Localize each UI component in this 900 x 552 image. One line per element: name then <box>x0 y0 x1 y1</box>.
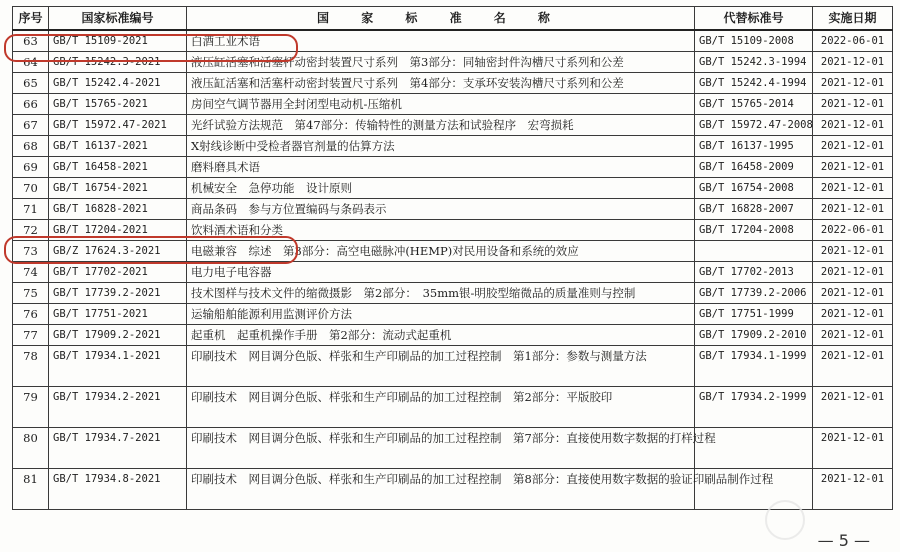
table-row <box>13 346 893 387</box>
cell-name: 电力电子电容器 <box>187 262 695 283</box>
cell-code: GB/T 15109-2021 <box>49 30 187 52</box>
cell-replaced: GB/T 17204-2008 <box>695 220 813 241</box>
cell-no: 68 <box>13 136 49 157</box>
table-row <box>13 178 893 199</box>
cell-date: 2021-12-01 <box>813 73 893 94</box>
cell-no: 80 <box>13 428 49 469</box>
cell-date: 2021-12-01 <box>813 469 893 510</box>
cell-code: GB/T 17934.1-2021 <box>49 346 187 387</box>
cell-name: 印刷技术 网目调分色版、样张和生产印刷品的加工过程控制 第1部分：参数与测量方法 <box>187 346 695 387</box>
cell-replaced <box>695 241 813 262</box>
cell-date: 2021-12-01 <box>813 136 893 157</box>
cell-no: 70 <box>13 178 49 199</box>
cell-name: 印刷技术 网目调分色版、样张和生产印刷品的加工过程控制 第2部分：平版胶印 <box>187 387 695 428</box>
cell-code: GB/T 15972.47-2021 <box>49 115 187 136</box>
cell-no: 79 <box>13 387 49 428</box>
cell-code: GB/Z 17624.3-2021 <box>49 241 187 262</box>
cell-name: 液压缸活塞和活塞杆动密封装置尺寸系列 第4部分：支承环安装沟槽尺寸系列和公差 <box>187 73 695 94</box>
cell-code: GB/T 17751-2021 <box>49 304 187 325</box>
cell-name: 印刷技术 网目调分色版、样张和生产印刷品的加工过程控制 第8部分：直接使用数字数据的验证印刷品制作过程 <box>187 469 695 510</box>
cell-code: GB/T 17934.7-2021 <box>49 428 187 469</box>
cell-date: 2021-12-01 <box>813 325 893 346</box>
table-row <box>13 304 893 325</box>
cell-code: GB/T 17739.2-2021 <box>49 283 187 304</box>
cell-date: 2021-12-01 <box>813 262 893 283</box>
cell-date: 2021-12-01 <box>813 283 893 304</box>
cell-name: 技术图样与技术文件的缩微摄影 第2部分： 35mm银-明胶型缩微品的质量准则与控制 <box>187 283 695 304</box>
cell-code: GB/T 16754-2021 <box>49 178 187 199</box>
table-row <box>13 262 893 283</box>
cell-no: 77 <box>13 325 49 346</box>
cell-replaced: GB/T 16828-2007 <box>695 199 813 220</box>
cell-code: GB/T 17934.8-2021 <box>49 469 187 510</box>
watermark-logo <box>765 500 805 540</box>
cell-no: 81 <box>13 469 49 510</box>
cell-no: 66 <box>13 94 49 115</box>
cell-name: 磨料磨具术语 <box>187 157 695 178</box>
cell-no: 76 <box>13 304 49 325</box>
cell-code: GB/T 16828-2021 <box>49 199 187 220</box>
cell-date: 2021-12-01 <box>813 52 893 73</box>
header-no: 序号 <box>13 7 49 31</box>
cell-no: 67 <box>13 115 49 136</box>
cell-replaced: GB/T 16458-2009 <box>695 157 813 178</box>
table-row <box>13 469 893 510</box>
header-code: 国家标准编号 <box>49 7 187 31</box>
cell-code: GB/T 15765-2021 <box>49 94 187 115</box>
table-row <box>13 30 893 52</box>
cell-no: 74 <box>13 262 49 283</box>
cell-no: 71 <box>13 199 49 220</box>
table-row <box>13 136 893 157</box>
table-row <box>13 220 893 241</box>
cell-replaced: GB/T 17909.2-2010 <box>695 325 813 346</box>
cell-name: 液压缸活塞和活塞杆动密封装置尺寸系列 第3部分：同轴密封件沟槽尺寸系列和公差 <box>187 52 695 73</box>
cell-name: 饮料酒术语和分类 <box>187 220 695 241</box>
cell-name: 光纤试验方法规范 第47部分：传输特性的测量方法和试验程序 宏弯损耗 <box>187 115 695 136</box>
cell-replaced: GB/T 15242.3-1994 <box>695 52 813 73</box>
cell-date: 2021-12-01 <box>813 178 893 199</box>
cell-name: 房间空气调节器用全封闭型电动机-压缩机 <box>187 94 695 115</box>
cell-name: 印刷技术 网目调分色版、样张和生产印刷品的加工过程控制 第7部分：直接使用数字数据的打样过程 <box>187 428 695 469</box>
table-header-row <box>13 7 893 31</box>
cell-date: 2021-12-01 <box>813 241 893 262</box>
cell-no: 72 <box>13 220 49 241</box>
cell-date: 2022-06-01 <box>813 220 893 241</box>
document-page <box>12 6 892 510</box>
table-row <box>13 157 893 178</box>
cell-date: 2021-12-01 <box>813 94 893 115</box>
table-row <box>13 325 893 346</box>
table-row <box>13 115 893 136</box>
cell-code: GB/T 16137-2021 <box>49 136 187 157</box>
header-name: 国 家 标 准 名 称 <box>187 7 695 31</box>
cell-name: 商品条码 参与方位置编码与条码表示 <box>187 199 695 220</box>
cell-code: GB/T 15242.4-2021 <box>49 73 187 94</box>
cell-no: 75 <box>13 283 49 304</box>
cell-no: 63 <box>13 30 49 52</box>
table-row <box>13 241 893 262</box>
cell-replaced: GB/T 15109-2008 <box>695 30 813 52</box>
table-row <box>13 283 893 304</box>
cell-code: GB/T 17909.2-2021 <box>49 325 187 346</box>
cell-replaced: GB/T 17934.1-1999 <box>695 346 813 387</box>
cell-name: 白酒工业术语 <box>187 30 695 52</box>
cell-code: GB/T 17934.2-2021 <box>49 387 187 428</box>
cell-replaced: GB/T 15972.47-2008 <box>695 115 813 136</box>
table-row <box>13 428 893 469</box>
cell-replaced: GB/T 17702-2013 <box>695 262 813 283</box>
cell-date: 2021-12-01 <box>813 115 893 136</box>
cell-code: GB/T 17204-2021 <box>49 220 187 241</box>
cell-no: 69 <box>13 157 49 178</box>
cell-date: 2021-12-01 <box>813 157 893 178</box>
cell-replaced: GB/T 16754-2008 <box>695 178 813 199</box>
cell-name: 电磁兼容 综述 第3部分：高空电磁脉冲(HEMP)对民用设备和系统的效应 <box>187 241 695 262</box>
header-replaced: 代替标准号 <box>695 7 813 31</box>
page-number: — 5 — <box>817 531 870 550</box>
cell-replaced: GB/T 15765-2014 <box>695 94 813 115</box>
standards-table <box>12 6 893 510</box>
header-date: 实施日期 <box>813 7 893 31</box>
table-row <box>13 73 893 94</box>
table-row <box>13 94 893 115</box>
cell-date: 2021-12-01 <box>813 428 893 469</box>
cell-replaced: GB/T 16137-1995 <box>695 136 813 157</box>
cell-replaced: GB/T 15242.4-1994 <box>695 73 813 94</box>
cell-code: GB/T 15242.3-2021 <box>49 52 187 73</box>
cell-name: 机械安全 急停功能 设计原则 <box>187 178 695 199</box>
cell-name: 起重机 起重机操作手册 第2部分：流动式起重机 <box>187 325 695 346</box>
cell-no: 73 <box>13 241 49 262</box>
cell-name: X射线诊断中受检者器官剂量的估算方法 <box>187 136 695 157</box>
table-row <box>13 387 893 428</box>
cell-date: 2022-06-01 <box>813 30 893 52</box>
cell-code: GB/T 17702-2021 <box>49 262 187 283</box>
cell-date: 2021-12-01 <box>813 387 893 428</box>
table-body <box>13 30 893 510</box>
cell-no: 65 <box>13 73 49 94</box>
table-row <box>13 199 893 220</box>
cell-date: 2021-12-01 <box>813 304 893 325</box>
cell-replaced: GB/T 17739.2-2006 <box>695 283 813 304</box>
cell-no: 64 <box>13 52 49 73</box>
cell-code: GB/T 16458-2021 <box>49 157 187 178</box>
cell-date: 2021-12-01 <box>813 346 893 387</box>
cell-no: 78 <box>13 346 49 387</box>
cell-replaced: GB/T 17751-1999 <box>695 304 813 325</box>
table-row <box>13 52 893 73</box>
cell-date: 2021-12-01 <box>813 199 893 220</box>
cell-replaced: GB/T 17934.2-1999 <box>695 387 813 428</box>
cell-name: 运输船舶能源利用监测评价方法 <box>187 304 695 325</box>
